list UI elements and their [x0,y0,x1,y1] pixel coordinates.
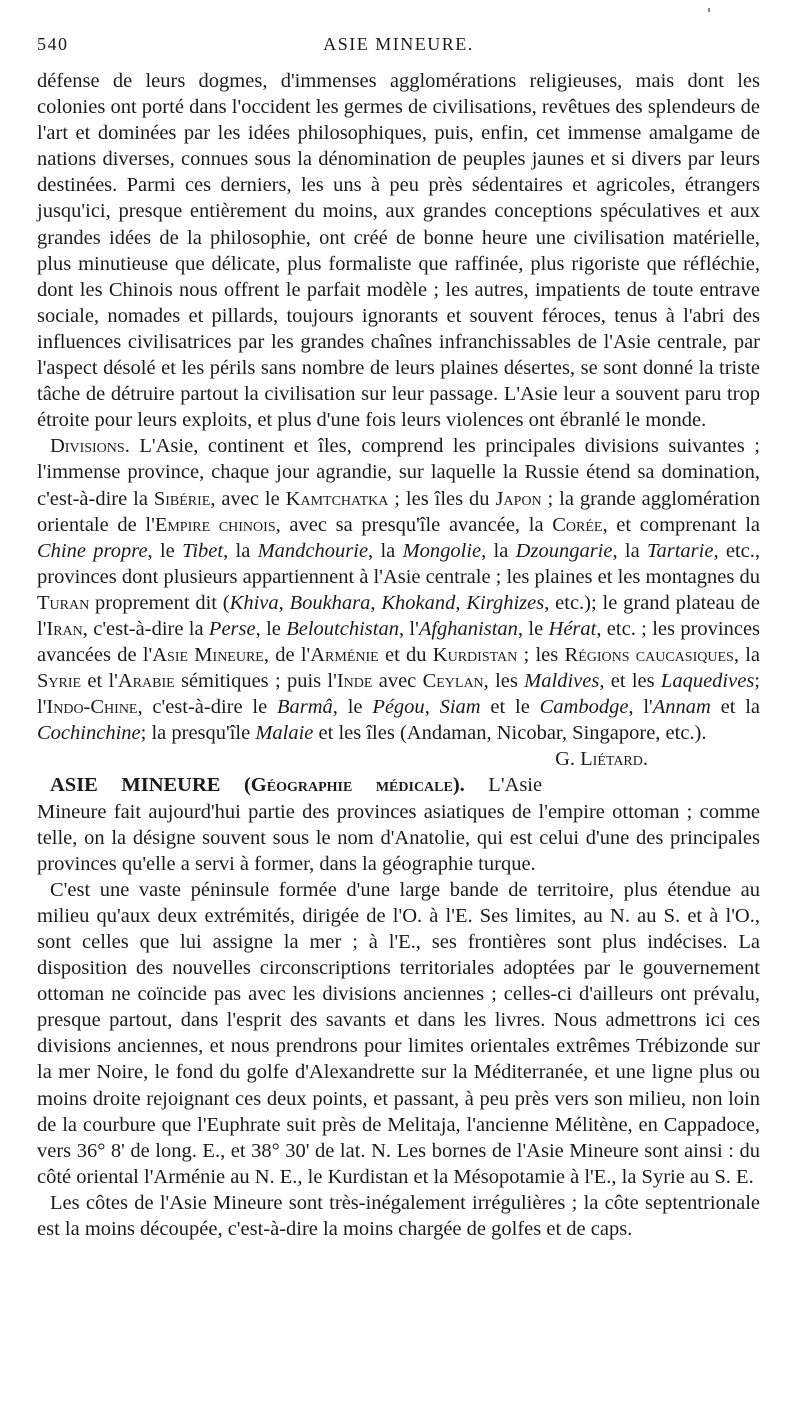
running-head [37,30,760,68]
text-run: ; les [517,644,565,667]
place-tibet: Tibet [182,539,224,562]
text-run: , etc., provinces dont plusieurs appartiennent à l'Asie centrale ; les plaines et les montagnes du [37,539,761,588]
place-siberie: Sibérie [153,487,211,510]
text-run: proprement dit ( [89,591,230,614]
text-run: , l' [628,696,653,719]
text-run: , etc. ; les provinces avancées de l' [37,617,761,667]
text-run: et du [378,644,433,667]
text-run: , la [223,539,258,562]
paragraph-continuation: défense de leurs dogmes, d'immenses agglomérations religieuses, mais dont les colonies ont porté dans l'occident les germes de civilisations, revêtues des splendeurs de l'art et dominées par les idées philosophiques, puis, enfin, cet immense amalgame de nations diverses, connues sous la dénomination de peuples jaunes et si divers par leurs destinées. Parmi ces derniers, les uns à peu près sédentaires et agricoles, étrangers jusqu'ici, presque entièrement du moins, aux grandes conceptions spéculatives et aux grandes idées de la philosophie, ont créé de bonne heure une civilisation matérielle, plus minutieuse que délicate, plus formaliste que raffinée, plus rigoriste que réfléchie, dont les Chinois nous offrent le parfait modèle ; les autres, impatients de toute entrave sociale, nomades et pillards, toujours ignorants et souvent féroces, tenus à l'abri des influences civilisatrices par les grandes chaînes infranchissables de l'Asie centrale, par l'aspect désolé et les périls sans nombre de leurs plaines désertes, se sont donné la triste tâche de détruire partout la civilisation sur leur passage. L'Asie leur a souvent paru trop étroite pour leurs exploits, et plus d'une fois leurs violences ont ébranlé le monde. [37,70,760,432]
place-dzoungarie: Dzoungarie [515,539,613,562]
text-run: , avec sa presqu'île avancée, la [275,513,553,536]
place-inde: Inde [336,670,373,693]
text-run: , et comprenant la [602,513,761,536]
text-run: , c'est-à-dire le [137,696,277,719]
article-paragraph-limits: C'est une vaste péninsule formée d'une large bande de territoire, plus étendue au milieu qu'aux deux extrémités, dirigée de l'O. à l'E. Ses limites, au N. au S. et à l'O., sont celles que lui assigne la mer ; à l'E., ses frontières sont plus indécises. La disposition des nouvelles circonscriptions territoriales adoptées par le gouvernement ottoman ne coïncide pas avec les divisions anciennes ; celles-ci d'ailleurs ont prévalu, presque partout, dans l'esprit des savants et dans les livres. Nous admettrons ici ces divisions anciennes, et nous prendrons pour limites orientales extrêmes Trébizonde sur la mer Noire, le fond du golfe d'Alexandrette sur la Méditerranée, et une ligne plus ou moins droite rejoignant ces deux points, et passant, à peu près vers son milieu, non loin de la courbure que l'Euphrate suit près de Melitaja, l'ancienne Mélitène, en Cappadoce, vers 36° 8' de long. E., et 38° 30' de lat. N. Les bornes de l'Asie Mineure sont ainsi : du côté oriental l'Arménie au N. E., le Kurdistan et la Mésopotamie à l'E., la Syrie au S. E. [37,878,760,1188]
article-paragraph-coasts: Les côtes de l'Asie Mineure sont très-inégalement irrégulières ; la côte septentrionale est la moins découpée, c'est-à-dire la moins chargée de golfes et de caps. [37,1191,760,1241]
place-cambodge: Cambodge [539,696,629,719]
place-afghanistan: Afghanistan [418,617,518,640]
place-arabie: Arabie [117,670,175,693]
place-empire-chinois: Empire chinois [154,513,276,536]
text-run: ; les îles du [388,487,496,510]
place-khokand: Khokand [381,591,456,614]
text-run: , [370,591,382,614]
place-beloutchistan: Beloutchistan [286,617,399,640]
text-run: , le [147,539,183,562]
place-ceylan: Ceylan [422,670,484,693]
text-run: , le [517,617,549,640]
text-run: , [455,591,467,614]
text-run: sémitiques ; puis l' [174,670,337,693]
text-run: , avec le [210,487,286,510]
text-run: et les îles (Andaman, Nicobar, Singapore, etc.). [313,722,707,745]
place-iran: Iran [46,617,83,640]
place-syrie: Syrie [37,670,82,693]
text-run: ; l' [37,670,760,719]
place-tartarie: Tartarie [646,539,714,562]
text-run: ; la presqu'île [140,722,256,745]
place-malaie: Malaie [255,722,314,745]
text-run: , de l' [263,644,311,667]
divisions-paragraph [37,433,761,771]
text-run: , les [483,670,525,693]
place-coree: Corée [552,513,603,536]
place-regions-caucasiques: Régions caucasiques [564,644,734,667]
text-run: , la [612,539,647,562]
running-title: ASIE MINEURE. [323,34,474,54]
text-run: , etc.); le grand plateau de l' [37,591,760,640]
place-boukhara: Boukhara [289,591,371,614]
text-run: , la [733,644,760,667]
text-run: , l' [398,617,419,640]
text-run: , le [332,696,373,719]
place-barma: Barmâ [276,696,333,719]
text-run: ; la grande agglomération orientale de l' [37,487,761,536]
article-heading: ASIE MINEURE [50,774,221,797]
place-annam: Annam [652,696,711,719]
place-siam: Siam [439,696,481,719]
place-laquedives: Laquedives [660,670,755,693]
place-perse: Perse [208,617,256,640]
place-japon: Japon [495,487,542,510]
article-intro-paragraph [37,772,760,876]
place-kurdistan: Kurdistan [432,644,518,667]
place-armenie: Arménie [310,644,379,667]
text-run: avec [372,670,423,693]
place-turan: Turan [37,591,90,614]
text-run: , le [255,617,287,640]
text-run: , [424,696,440,719]
place-khiva: Khiva [229,591,279,614]
text-run: , la [368,539,403,562]
divisions-label: Divisions. [50,435,130,458]
author-signature: G. Liétard. [555,748,648,771]
place-kirghizes: Kirghizes [466,591,545,614]
text-run: , [278,591,290,614]
place-mongolie: Mongolie [402,539,482,562]
pencil-mark [708,8,710,12]
text-run: et la [710,696,760,719]
place-indo-chine: Indo-Chine [46,696,138,719]
place-maldives: Maldives [524,670,600,693]
text-run: et l' [81,670,118,693]
text-run: , c'est-à-dire la [82,617,209,640]
text-run: et le [480,696,540,719]
text-run: L'Asie, continent et îles, comprend les principales divisions suivantes ; l'immense province, chaque jour agrandie, sur laquelle la Russie étend sa domination, c'est-à-dire la [37,435,760,510]
text-run: , la [481,539,516,562]
place-cochinchine: Cochinchine [37,722,141,745]
article-intro-text: L'Asie Mineure fait aujourd'hui partie des provinces asiatiques de l'empire ottoman ; comme telle, on la désigne souvent sous le nom d'Anatolie, qui est celui d'une des principales provinces qu'elle a servi à former, dans la géographie turque. [37,774,760,875]
place-mandchourie: Mandchourie [257,539,369,562]
place-asie-mineure: Asie Mineure [152,644,264,667]
place-chine-propre: Chine propre [37,539,148,562]
article-subheading: (Géographie médicale). [243,774,465,797]
text-run: , et les [599,670,661,693]
page-number: 540 [37,34,69,54]
place-kamtchatka: Kamtchatka [285,487,389,510]
place-herat: Hérat [548,617,597,640]
place-pegou: Pégou [372,696,425,719]
